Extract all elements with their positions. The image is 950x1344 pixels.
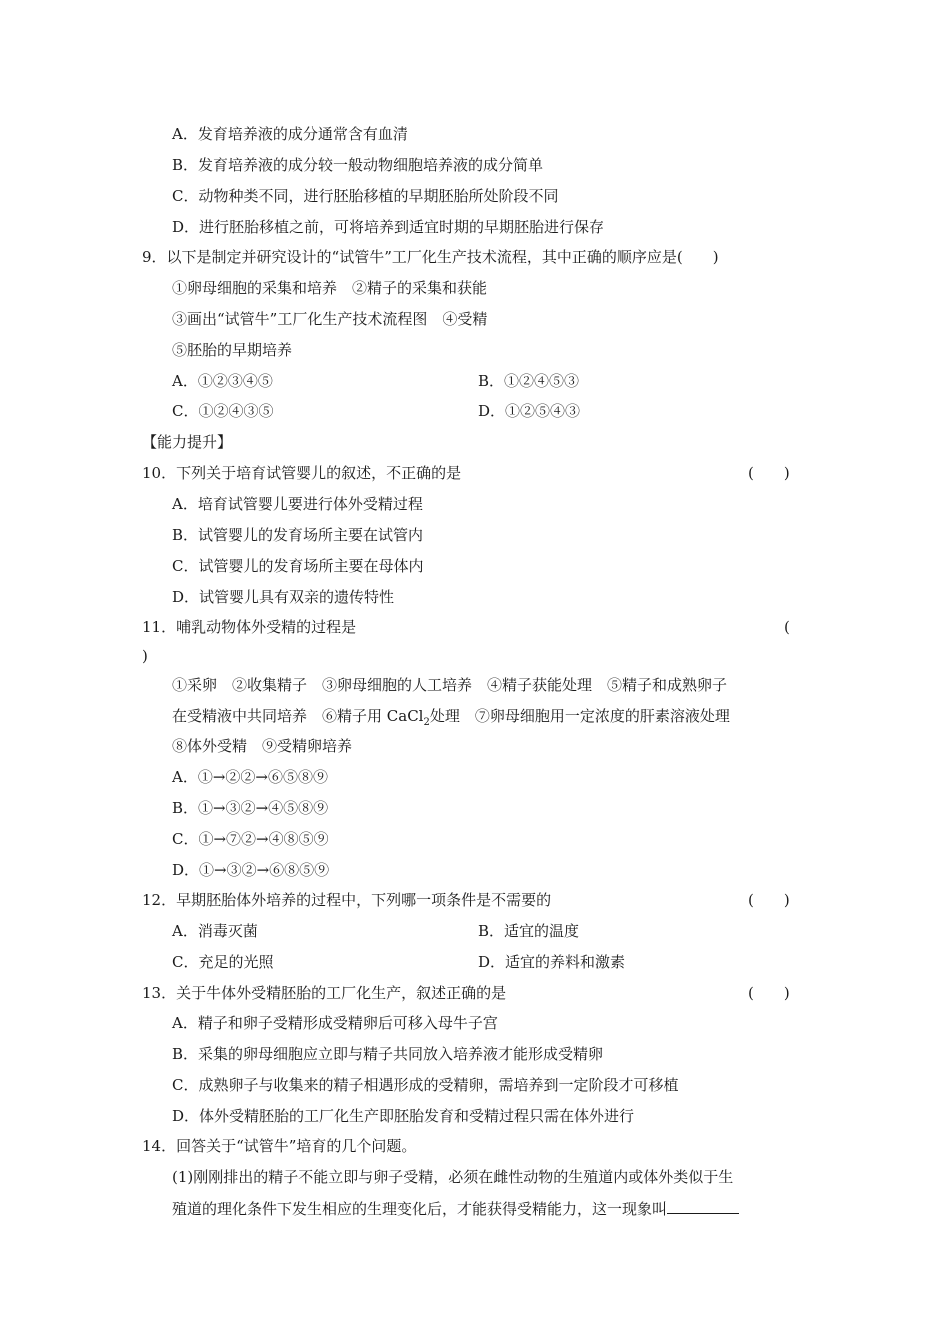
- q10-option-d: D．试管婴儿具有双亲的遗传特性: [172, 588, 395, 606]
- q11-option-b: B．①→③②→④⑤⑧⑨: [172, 799, 329, 817]
- q13-option-b: B．采集的卵母细胞应立即与精子共同放入培养液才能形成受精卵: [172, 1045, 604, 1063]
- q11-answer-paren-open: (: [784, 618, 790, 636]
- q14-stem: 14．回答关于“试管牛”培育的几个问题。: [142, 1137, 417, 1155]
- q13-option-a: A．精子和卵子受精形成受精卵后可移入母牛子宫: [172, 1014, 498, 1032]
- q11-option-a: A．①→②②→⑥⑤⑧⑨: [172, 768, 328, 786]
- q11-items-line-3: ⑧体外受精 ⑨受精卵培养: [172, 737, 353, 755]
- q12-answer-paren: ( ): [748, 891, 790, 909]
- q11-items-line-2: [172, 706, 730, 733]
- q12-option-d: D．适宜的养料和激素: [478, 953, 626, 971]
- q9-item-line-1: ①卵母细胞的采集和培养 ②精子的采集和获能: [172, 279, 488, 297]
- q11-option-c: C．①→⑦②→④⑧⑤⑨: [172, 830, 329, 848]
- q12-stem: 12．早期胚胎体外培养的过程中，下列哪一项条件是不需要的: [142, 891, 552, 909]
- q9-item-line-2: ③画出“试管牛”工厂化生产技术流程图 ④受精: [172, 310, 488, 328]
- q11-answer-paren-close: ): [142, 647, 148, 665]
- q10-option-c: C．试管婴儿的发育场所主要在母体内: [172, 557, 424, 575]
- q9-option-a: A．①②③④⑤: [172, 372, 273, 390]
- q12-option-c: C．充足的光照: [172, 953, 274, 971]
- q9-stem: 9．以下是制定并研究设计的“试管牛”工厂化生产技术流程，其中正确的顺序应是( ): [142, 248, 719, 266]
- q14-part-1-line-1: (1)刚刚排出的精子不能立即与卵子受精，必须在雌性动物的生殖道内或体外类似于生: [172, 1168, 734, 1186]
- q11-stem: 11．哺乳动物体外受精的过程是: [142, 618, 357, 636]
- q13-answer-paren: ( ): [748, 984, 790, 1002]
- q11-items-line-2-a: 在受精液中共同培养 ⑥精子用 CaCl: [172, 707, 424, 725]
- q12-option-b: B．适宜的温度: [478, 922, 580, 940]
- q10-option-a: A．培育试管婴儿要进行体外受精过程: [172, 495, 423, 513]
- q9-option-d: D．①②⑤④③: [478, 402, 581, 420]
- q11-items-line-2-subscript: 2: [423, 717, 430, 728]
- q8-option-c: C．动物种类不同，进行胚胎移植的早期胚胎所处阶段不同: [172, 187, 559, 205]
- q14-part-1-line-2-text: 殖道的理化条件下发生相应的生理变化后，才能获得受精能力，这一现象叫: [172, 1200, 668, 1218]
- q10-answer-paren: ( ): [748, 464, 790, 482]
- q8-option-a: A．发育培养液的成分通常含有血清: [172, 125, 408, 143]
- q9-item-line-3: ⑤胚胎的早期培养: [172, 341, 293, 359]
- q11-items-line-2-b: 处理 ⑦卵母细胞用一定浓度的肝素溶液处理: [429, 707, 730, 725]
- section-heading: 【能力提升】: [142, 433, 233, 451]
- q10-stem: 10．下列关于培育试管婴儿的叙述，不正确的是: [142, 464, 462, 482]
- q9-option-c: C．①②④③⑤: [172, 402, 274, 420]
- q14-part-1-line-2: [172, 1198, 739, 1219]
- q9-option-b: B．①②④⑤③: [478, 372, 580, 390]
- q10-option-b: B．试管婴儿的发育场所主要在试管内: [172, 526, 424, 544]
- q13-stem: 13．关于牛体外受精胚胎的工厂化生产，叙述正确的是: [142, 984, 507, 1002]
- q12-option-a: A．消毒灭菌: [172, 922, 258, 940]
- q13-option-d: D．体外受精胚胎的工厂化生产即胚胎发育和受精过程只需在体外进行: [172, 1107, 635, 1125]
- q11-items-line-1: ①采卵 ②收集精子 ③卵母细胞的人工培养 ④精子获能处理 ⑤精子和成熟卵子: [172, 676, 728, 694]
- q11-option-d: D．①→③②→⑥⑧⑤⑨: [172, 861, 330, 879]
- q8-option-d: D．进行胚胎移植之前，可将培养到适宜时期的早期胚胎进行保存: [172, 218, 605, 236]
- q8-option-b: B．发育培养液的成分较一般动物细胞培养液的成分简单: [172, 156, 544, 174]
- q13-option-c: C．成熟卵子与收集来的精子相遇形成的受精卵，需培养到一定阶段才可移植: [172, 1076, 679, 1094]
- q14-answer-blank[interactable]: [667, 1198, 739, 1214]
